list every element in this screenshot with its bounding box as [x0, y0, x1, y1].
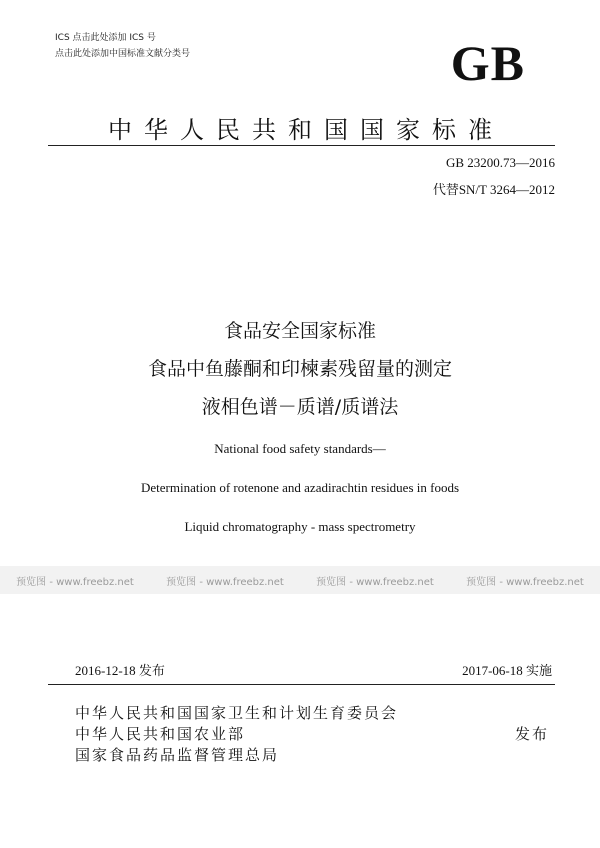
standard-number: GB 23200.73—2016: [445, 155, 555, 170]
watermark-text: 预览图 - www.freebz.net: [16, 576, 134, 588]
gb-logo: GB: [450, 35, 525, 91]
issuer-line-2: 中华人民共和国农业部: [75, 725, 246, 743]
watermark-text: 预览图 - www.freebz.net: [316, 576, 434, 588]
ccs-placeholder[interactable]: 点击此处添加中国标准文献分类号: [55, 49, 191, 59]
watermark-text: 预览图 - www.freebz.net: [466, 576, 584, 588]
issuer-line-1: 中华人民共和国国家卫生和计划生育委员会: [75, 704, 399, 722]
ics-placeholder[interactable]: ICS 点击此处添加 ICS 号: [55, 33, 156, 43]
title-cn-line-2: 食品中鱼藤酮和印楝素残留量的测定: [147, 358, 452, 380]
title-en-line-3: Liquid chromatography - mass spectrometry: [184, 519, 416, 534]
title-cn-line-1: 食品安全国家标准: [223, 320, 376, 342]
watermark-text: 预览图 - www.freebz.net: [166, 576, 284, 588]
title-en-line-1: National food safety standards—: [214, 441, 386, 456]
replaces-standard: 代替SN/T 3264—2012: [432, 182, 555, 197]
implementation-date: 2017-06-18 实施: [462, 663, 552, 678]
header-divider: [48, 145, 555, 146]
standard-category-title: 中华人民共和国国家标准: [108, 116, 504, 144]
issuer-line-3: 国家食品药品监督管理总局: [75, 746, 280, 764]
title-en-line-2: Determination of rotenone and azadirachtin residues in foods: [140, 480, 460, 495]
footer-divider: [48, 684, 555, 685]
issue-label: 发布: [515, 725, 550, 743]
publish-date: 2016-12-18 发布: [75, 663, 165, 678]
title-cn-line-3: 液相色谱－质谱/质谱法: [201, 396, 399, 418]
watermark-banner: [0, 566, 600, 594]
